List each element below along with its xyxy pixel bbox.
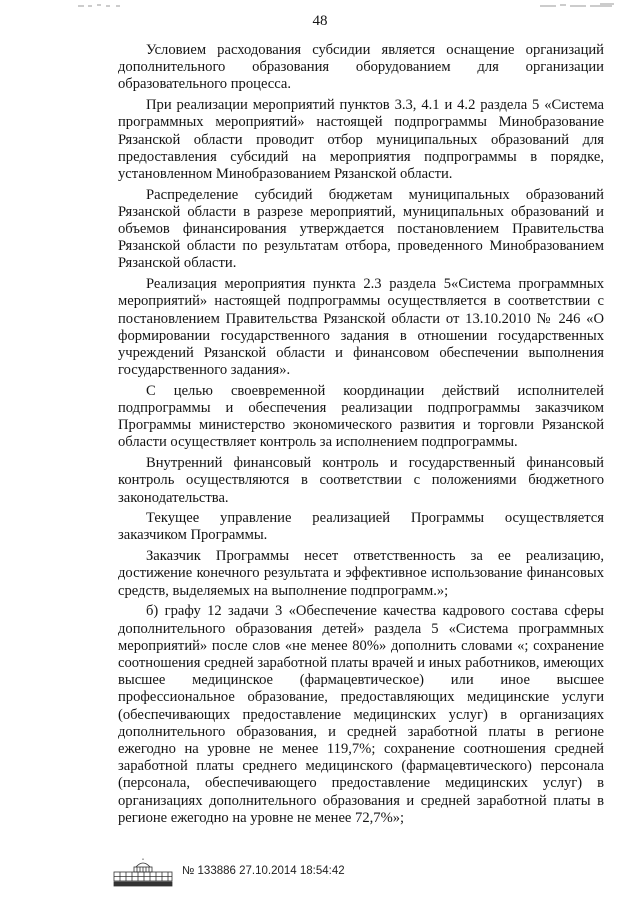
document-body	[118, 42, 604, 830]
paragraph: Реализация мероприятия пункта 2.3 раздела 5«Система программных мероприятий» настоящей подпрограммы осуществляется в соответствии с постановлением Правительства Рязанской области от 13.10.2010 № 246 «О формировании государственного задания в отношении государственных учреждений Рязанской области и финансовом обеспечении выполнения государственного задания».	[118, 276, 604, 379]
paragraph: При реализации мероприятий пунктов 3.3, 4.1 и 4.2 раздела 5 «Система программных мероприятий» настоящей подпрограммы Минобразование Рязанской области проводит отбор муниципальных образований для предоставления субсидий на мероприятия подпрограммы в порядке, установленном Минобразованием Рязанской области.	[118, 97, 604, 182]
page-number: 48	[312, 13, 328, 29]
paragraph: Заказчик Программы несет ответственность за ее реализацию, достижение конечного результата и эффективное использование финансовых средств, выделяемых на выполнение подпрограмм.»;	[118, 548, 604, 599]
paragraph: Внутренний финансовый контроль и государственный финансовый контроль осуществляются в соответствии с положениями бюджетного законодательства.	[118, 455, 604, 506]
paragraph: Текущее управление реализацией Программы осуществляется заказчиком Программы.	[118, 510, 604, 544]
registration-stamp: № 133886 27.10.2014 18:54:42	[182, 865, 345, 877]
paragraph: б) графу 12 задачи 3 «Обеспечение качества кадрового состава сферы дополнительного образования детей» раздела 5 «Система программных мероприятий» после слов «не менее 80%» дополнить словами «; сохранение соотношения средней заработной платы врачей и иных работников, имеющих высшее медицинское (фармацевтическое) или иное высшее профессиональное образование, предоставляющих медицинские услуги (обеспечивающих предоставление медицинских услуг) в организациях дополнительного образования, и средней заработной платы в регионе ежегодно на уровне не менее 119,7%; сохранение соотношения средней заработной платы среднего медицинского (фармацевтического) персонала (персонала, обеспечивающего предоставление медицинских услуг) в организациях дополнительного образования и средней заработной платы в регионе ежегодно на уровне не менее 72,7%»;	[118, 603, 604, 826]
document-footer	[112, 858, 432, 888]
paragraph: Условием расходования субсидии является оснащение организаций дополнительного образования оборудованием для организации образовательного процесса.	[118, 42, 604, 93]
paragraph: Распределение субсидий бюджетам муниципальных образований Рязанской области в разрезе мероприятий, муниципальных образований и объемов финансирования утверждается постановлением Правительства Рязанской области по результатам отбора, проведенного Минобразованием Рязанской области.	[118, 186, 604, 272]
government-emblem-icon	[112, 858, 174, 888]
paragraph: С целью своевременной координации действий исполнителей подпрограммы и обеспечения реализации подпрограммы заказчиком Программы министерство экономического развития и торговли Рязанской области осуществляет контроль за исполнением подпрограммы.	[118, 382, 604, 451]
